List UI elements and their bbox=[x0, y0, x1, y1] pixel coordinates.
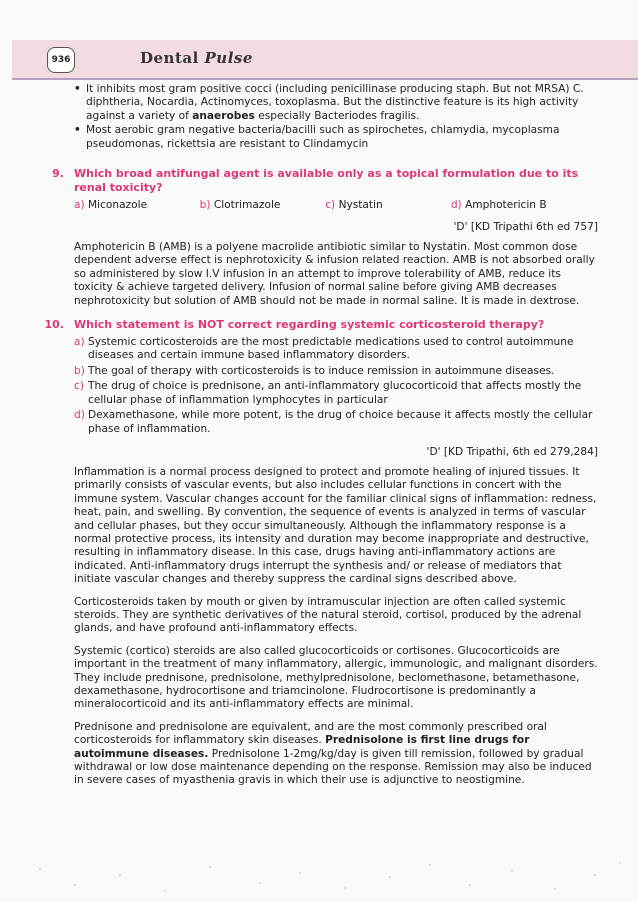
explanation-paragraph: Amphotericin B (AMB) is a polyene macrolide antibiotic similar to Nystatin. Most common dose dependent adverse effect is nephrotoxicity & infusion related reaction. AMB is not absorbed orally so administered by slow I.V infusion in an attempt to improve tolerability of AMB, reduce its toxicity & achieve targeted delivery. Infusion of normal saline before giving AMB decreases nephrotoxicity but solution of AMB should not be made in normal saline. It is made in dextrose. bbox=[74, 241, 595, 307]
page-number: 936 bbox=[47, 47, 75, 73]
explanation-paragraph: Inflammation is a normal process designed to protect and promote healing of injured tissues. It primarily consists of vascular events, but also includes cellular functions in concert with the immune system. Vascular changes account for the familiar clinical signs of inflammation: redness, heat, pain, and swelling. By convention, the sequence of events is analyzed in terms of vascular and cellular phases, but they occur simultaneously. Although the inflammatory response is a normal protective process, its intensity and duration may become inappropriate and destructive, resulting in inflammatory disease. In this case, drugs having anti-inflammatory actions are indicated. Anti-inflammatory drugs interrupt the synthesis and/ or release of mediators that initiate vascular changes and thereby suppress the cardinal signs described above. bbox=[74, 465, 597, 586]
answer-reference: 'D' [KD Tripathi 6th ed 757] bbox=[453, 221, 598, 234]
question-text: Which broad antifungal agent is available only as a topical formulation due to its renal toxicity? bbox=[74, 167, 579, 195]
option-c: c) Nystatin bbox=[325, 199, 383, 212]
option-a: a) Miconazole bbox=[74, 199, 148, 212]
option-d: d) Amphotericin B bbox=[450, 199, 547, 212]
question-9 bbox=[52, 167, 598, 308]
list-item: • Most aerobic gram negative bacteria/bacilli such as spirochetes, chlamydia, mycoplasma pseudomonas, rickettsia are resistant to Clindamycin bbox=[74, 124, 598, 151]
header-band bbox=[12, 40, 638, 80]
explanation-paragraph: Prednisone and prednisolone are equivalent, and are the most commonly prescribed oral corticosteroids for inflammatory skin diseases. Prednisolone is first line drugs for autoimmune diseases. Prednisolone 1-2mg/kg/day is given till remission, followed by gradual withdrawal or low dose maintenance depending on the response. Remission may also be induced in severe cases of myasthenia gravis in which their use is adjunctive to neostigmine. bbox=[74, 720, 592, 787]
intro-bullet-list bbox=[74, 83, 598, 151]
page-content bbox=[44, 83, 598, 797]
option-c: c) The drug of choice is prednisone, an anti-inflammatory glucocorticoid that affects mostly the cellular phase of inflammation lymphocytes in particular bbox=[74, 380, 582, 406]
option-b: b) Clotrimazole bbox=[199, 199, 281, 212]
book-title bbox=[140, 49, 253, 67]
answer-reference: 'D' [KD Tripathi, 6th ed 279,284] bbox=[426, 445, 598, 458]
question-number: 10. bbox=[44, 318, 64, 332]
question-number: 9. bbox=[52, 167, 64, 181]
options-list bbox=[74, 336, 598, 436]
header-stripe bbox=[12, 78, 638, 80]
option-a: a) Systemic corticosteroids are the most predictable medications used to control autoimmune diseases and certain immune based inflammatory disorders. bbox=[74, 336, 574, 362]
options-row bbox=[74, 199, 598, 211]
list-item: • It inhibits most gram positive cocci (including penicillinase producing staph. But not MRSA) C. diphtheria, Nocardia, Actinomyces, toxoplasma. But the distinctive feature is its high activity against a variety of anaerobes especially Bacteriodes fragilis. bbox=[74, 83, 598, 123]
question-text: Which statement is NOT correct regarding systemic corticosteroid therapy? bbox=[74, 318, 545, 332]
book-title-main: Dental bbox=[140, 49, 205, 67]
explanation-paragraph: Corticosteroids taken by mouth or given by intramuscular injection are often called systemic steroids. They are synthetic derivatives of the natural steroid, cortisol, produced by the adrenal glands, and have profound anti-inflammatory effects. bbox=[74, 595, 582, 635]
explanation-paragraph: Systemic (cortico) steroids are also called glucocorticoids or cortisones. Glucocorticoids are important in the treatment of many inflammatory, allergic, immunologic, and malignant disorders. They include prednisone, prednisolone, methylprednisolone, beclomethasone, betamethasone, dexamethasone, hydrocortisone and triamcinolone. Fludrocortisone is predominantly a mineralocorticoid and its anti-inflammatory effects are minimal. bbox=[74, 644, 598, 711]
option-b: b) The goal of therapy with corticosteroids is to induce remission in autoimmune diseases. bbox=[74, 364, 555, 377]
scan-noise-decoration bbox=[0, 855, 638, 902]
option-d: d) Dexamethasone, while more potent, is the drug of choice because it affects mostly the cellular phase of inflammation. bbox=[74, 409, 593, 435]
book-title-pulse: Pulse bbox=[204, 49, 253, 67]
question-10 bbox=[44, 318, 598, 788]
